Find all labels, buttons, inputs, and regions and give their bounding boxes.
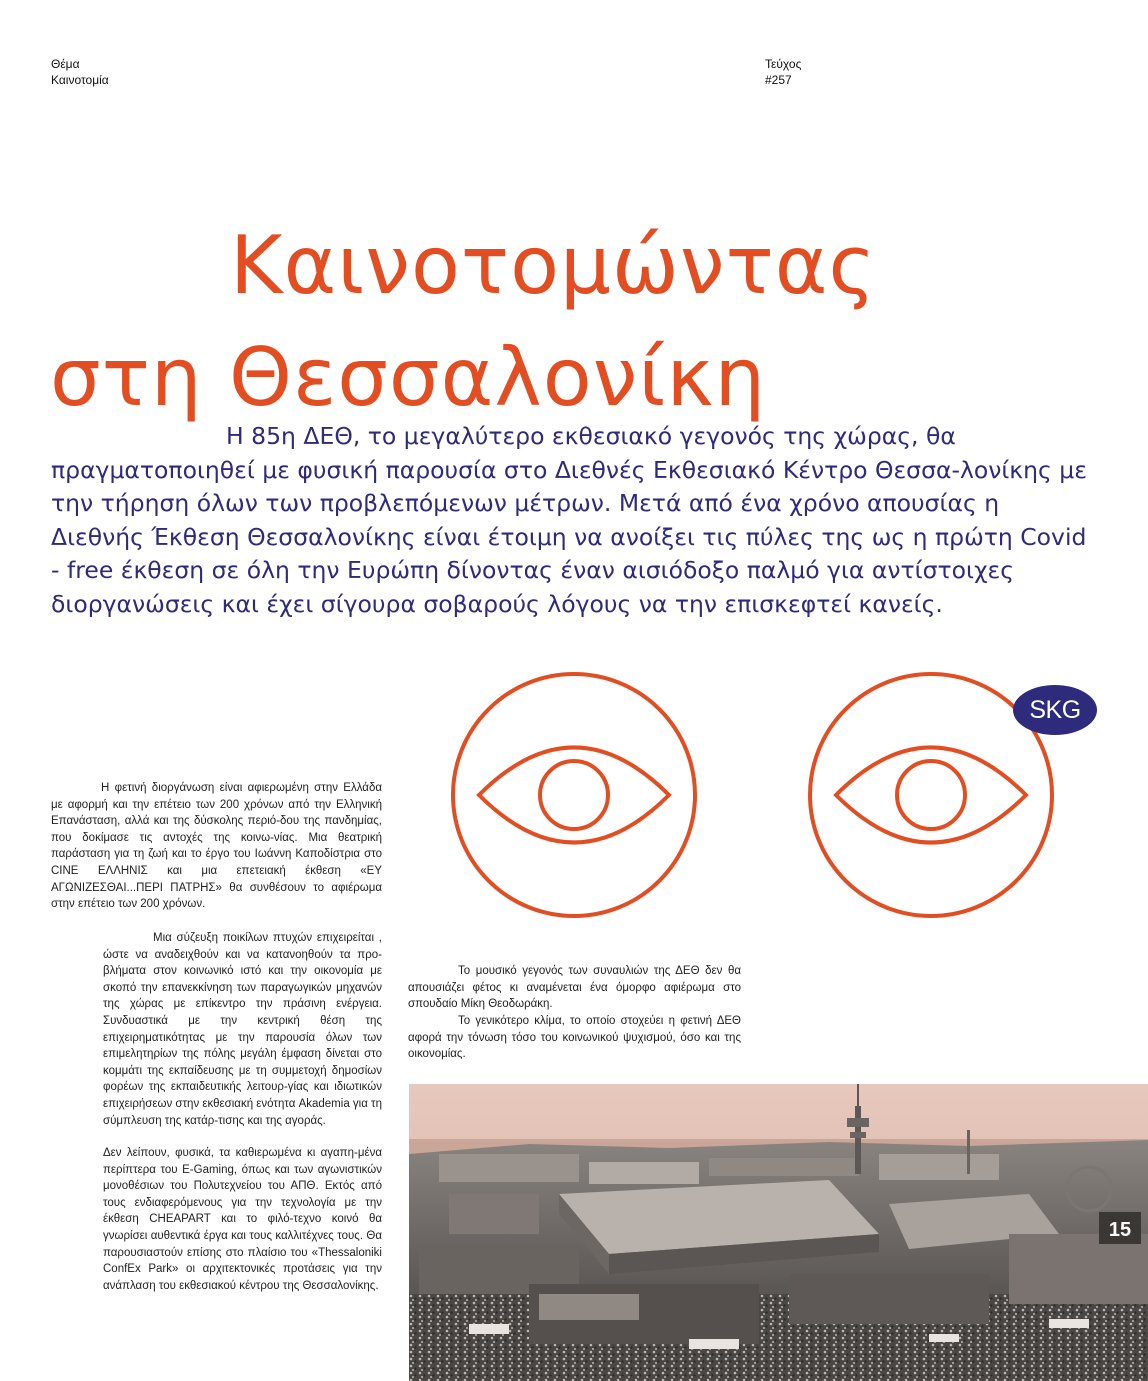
fairground-photo (409, 1084, 1148, 1381)
headline-line-2: στη Θεσσαλονίκη (50, 331, 767, 424)
section-value: Καινοτομία (51, 73, 109, 87)
section-meta (51, 56, 109, 88)
photo-sign-label: 15 (1108, 1219, 1132, 1241)
section-label: Θέμα (51, 57, 80, 71)
body-paragraph-3: Δεν λείπουν, φυσικά, τα καθιερωμένα κι αγαπη-μένα περίπτερα του E-Gaming, όπως και των αγωνιστικών μονοθέσιων του Πολυτεχνείου του ΑΠΘ. Εκτός από τους ενδιαφερόμενους για την τεχνολογία με την έκθεση CHEAPART και το φιλό-τεχνο κοινό θα γνωρίσει αυθεντικά έργα και τους καλλιτέχνες τους. Θα παρουσιαστούν επίσης στο πλαίσιο του «Thessaloniki ConfEx Park» οι αρχιτεκτονικές προτάσεις για την ανάπλαση του εκθεσιακού κέντρου της Θεσσαλονίκης. (103, 1147, 382, 1292)
issue-meta (765, 56, 801, 88)
issue-number: #257 (765, 73, 792, 87)
issue-label: Τεύχος (765, 57, 802, 71)
body-paragraph-2: Μια σύζευξη ποικίλων πτυχών επιχειρείται , ώστε να αναδειχθούν και να κατανοηθούν τα προ-βλήματα στον κοινωνικό ιστό και την οικονομία με σκοπό την επανεκκίνηση των παραγωγικών μηχανών της χώρας με επίκεντρο την πράσινη ενέργεια. Συνδυαστικά με την κεντρική θέση της επιχειρηματικότητας με την παρουσία όλων των επιμελητηρίων της πόλης μεγάλη έμφαση δίνεται στο κομμάτι της εκπαίδευσης με τη συμμετοχή δημοσίων φορέων της εκπαιδευτικής λειτουρ-γίας και ιδιωτικών επιχειρήσεων στην εκθεσιακή ενότητα Akademia για τη σύμπλευση της κατάρ-τισης και της αγοράς. (103, 932, 382, 1127)
body-paragraph-5: Το γενικότερο κλίμα, το οποίο στοχεύει η φετινή ΔΕΘ αφορά την τόνωση τόσο του κοινωνικού ψυχισμού, όσο και της οικονομίας. (408, 1015, 741, 1061)
eye-icon (449, 670, 699, 920)
body-paragraph-1: Η φετινή διοργάνωση είναι αφιερωμένη στην Ελλάδα με αφορμή και την επέτειο των 200 χρόνων από την Ελληνική Επανάσταση, αλλά και της δύσκολης περιό-δου της πανδημίας, που δοκίμασε τις αντοχές της κοινω-νίας. Μια θεατρική παράσταση για τη ζωή και το έργο του Ιωάννη Καποδίστρια στο CINE ΕΛΛΗΝΙΣ και μια επετειακή έκθεση «ΕΥ ΑΓΩΝΙΖΕΣΘΑΙ...ΠΕΡΙ ΠΑΤΡΗΣ» θα συνθέσουν το αφιέρωμα στην επέτειο των 200 χρόνων. (51, 782, 382, 911)
body-paragraph-4: Το μουσικό γεγονός των συναυλιών της ΔΕΘ δεν θα απουσιάζει φέτος κι αναμένεται ένα όμορφο αφιέρωμα στο σπουδαίο Μίκη Θεοδωράκη. (408, 965, 741, 1011)
skg-badge: SKG (1013, 685, 1097, 735)
headline-line-1: Καινοτομώντας (230, 219, 877, 312)
lead-paragraph: Η 85η ΔΕΘ, το μεγαλύτερο εκθεσιακό γεγονός της χώρας, θα πραγματοποιηθεί με φυσική παρουσία στο Διεθνές Εκθεσιακό Κέντρο Θεσσα-λονίκης με την τήρηση όλων των προβλεπόμενων μέτρων. Μετά από ένα χρόνο απουσίας η Διεθνής Έκθεση Θεσσαλονίκης είναι έτοιμη να ανοίξει τις πύλες της ως η πρώτη Covid - free έκθεση σε όλη την Ευρώπη δίνοντας έναν αισιόδοξο παλμό για αντίστοιχες διοργανώσεις και έχει σίγουρα σοβαρούς λόγους να την επισκεφτεί κανείς. (51, 422, 1087, 618)
